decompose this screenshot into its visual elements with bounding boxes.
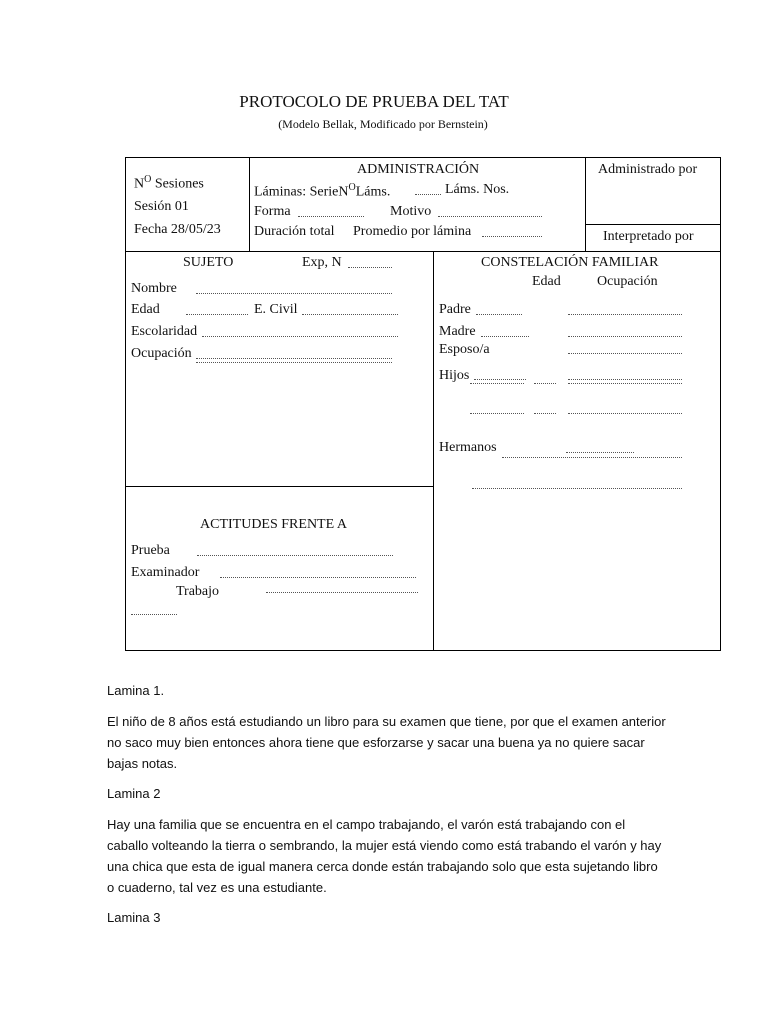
trabajo-blank <box>266 592 418 593</box>
edad-blank <box>186 314 248 315</box>
hijos-edad-blank-1b <box>470 383 524 384</box>
hijos-sexo-blank-1 <box>534 383 556 384</box>
madre-edad-blank <box>481 336 529 337</box>
padre-edad-blank <box>476 314 522 315</box>
fecha-value: Fecha 28/05/23 <box>134 222 221 237</box>
examinador-label: Examinador <box>131 565 200 580</box>
escolaridad-label: Escolaridad <box>131 324 198 339</box>
sujeto-heading: SUJETO <box>183 255 234 270</box>
hijos-ocupacion-blank-1 <box>568 379 682 380</box>
ocupacion-blank <box>196 358 392 359</box>
forma-label: Forma <box>254 204 291 219</box>
document-subtitle: (Modelo Bellak, Modificado por Bernstein) <box>278 117 488 131</box>
sesiones-label: $N^O$ Sesiones <box>134 174 204 192</box>
constelacion-edad-header: Edad <box>532 274 561 289</box>
forma-blank <box>298 216 364 217</box>
lams-blank <box>415 194 441 195</box>
hijos-ocupacion-blank-2 <box>568 413 682 414</box>
divider-admin-right-row <box>585 224 721 225</box>
nombre-blank <box>196 293 392 294</box>
ocupacion-label: Ocupación <box>131 346 192 361</box>
motivo-blank <box>438 216 542 217</box>
hermanos-blank-2 <box>472 488 682 489</box>
divider-sujeto-constelacion <box>433 251 434 651</box>
lamina-1-heading: Lamina 1. <box>107 683 165 698</box>
hijos-label: Hijos <box>439 368 470 383</box>
lamina-1-text: El niño de 8 años está estudiando un libro para su examen que tiene, por que el examen anterior no saco muy bien entonces ahora tiene que esforzarse y sacar una buena ya no quiere sacar bajas notas. <box>107 714 666 771</box>
madre-label: Madre <box>439 324 476 339</box>
hijos-sexo-blank-2 <box>534 413 556 414</box>
prueba-blank <box>197 555 393 556</box>
exp-label: Exp, N <box>302 255 342 270</box>
hijos-ocupacion-blank-1b <box>568 383 682 384</box>
lamina-2-text: Hay una familia que se encuentra en el campo trabajando, el varón está trabajando con el caballo volteando la tierra o sembrando, la mujer está viendo como está trabando el varón y hay una chica que esta de igual manera cerca donde están trabajando solo que esta sujetando libro o cuaderno, tal vez es una estudiante. <box>107 817 662 895</box>
divider-actitudes <box>125 486 433 487</box>
divider-admin-right <box>585 157 586 251</box>
hermanos-blank-1 <box>566 452 634 453</box>
hermanos-blank-1b <box>502 457 682 458</box>
lamina-3-heading: Lamina 3 <box>107 910 161 925</box>
ocupacion-blank-2 <box>196 362 392 363</box>
exp-blank <box>348 267 392 268</box>
actitudes-heading: ACTITUDES FRENTE A <box>200 517 347 532</box>
duracion-label: Duración total <box>254 224 335 239</box>
ecivil-blank <box>302 314 398 315</box>
sesion-value: Sesión 01 <box>134 199 189 214</box>
administrado-por-label: Administrado por <box>598 162 698 177</box>
nombre-label: Nombre <box>131 281 177 296</box>
constelacion-ocupacion-header: Ocupación <box>597 274 658 289</box>
examinador-blank <box>220 577 416 578</box>
padre-label: Padre <box>439 302 471 317</box>
hijos-edad-blank-1 <box>474 379 526 380</box>
madre-ocupacion-blank <box>568 336 682 337</box>
divider-top-section <box>125 251 721 252</box>
escolaridad-blank <box>202 336 398 337</box>
prueba-label: Prueba <box>131 543 170 558</box>
laminas-serie-label: Láminas: SerieN$^O$Láms. <box>254 182 391 200</box>
hijos-edad-blank-2 <box>470 413 524 414</box>
constelacion-heading: CONSTELACIÓN FAMILIAR <box>481 255 659 270</box>
promedio-blank <box>482 236 542 237</box>
trabajo-label: Trabajo <box>176 584 220 599</box>
trabajo-blank-2 <box>131 614 177 615</box>
document-title: PROTOCOLO DE PRUEBA DEL TAT <box>239 92 509 111</box>
hermanos-label: Hermanos <box>439 440 497 455</box>
interpretado-por-label: Interpretado por <box>603 229 694 244</box>
ecivil-label: E. Civil <box>254 302 298 317</box>
lams-nos-label: Láms. Nos. <box>445 182 510 197</box>
divider-left-info <box>249 157 250 251</box>
promedio-label: Promedio por lámina <box>353 224 472 239</box>
motivo-label: Motivo <box>390 204 432 219</box>
esposo-label: Esposo/a <box>439 342 490 357</box>
edad-label: Edad <box>131 302 160 317</box>
esposo-ocupacion-blank <box>568 353 682 354</box>
padre-ocupacion-blank <box>568 314 682 315</box>
lamina-2-heading: Lamina 2 <box>107 786 161 801</box>
administracion-heading: ADMINISTRACIÓN <box>357 162 480 177</box>
